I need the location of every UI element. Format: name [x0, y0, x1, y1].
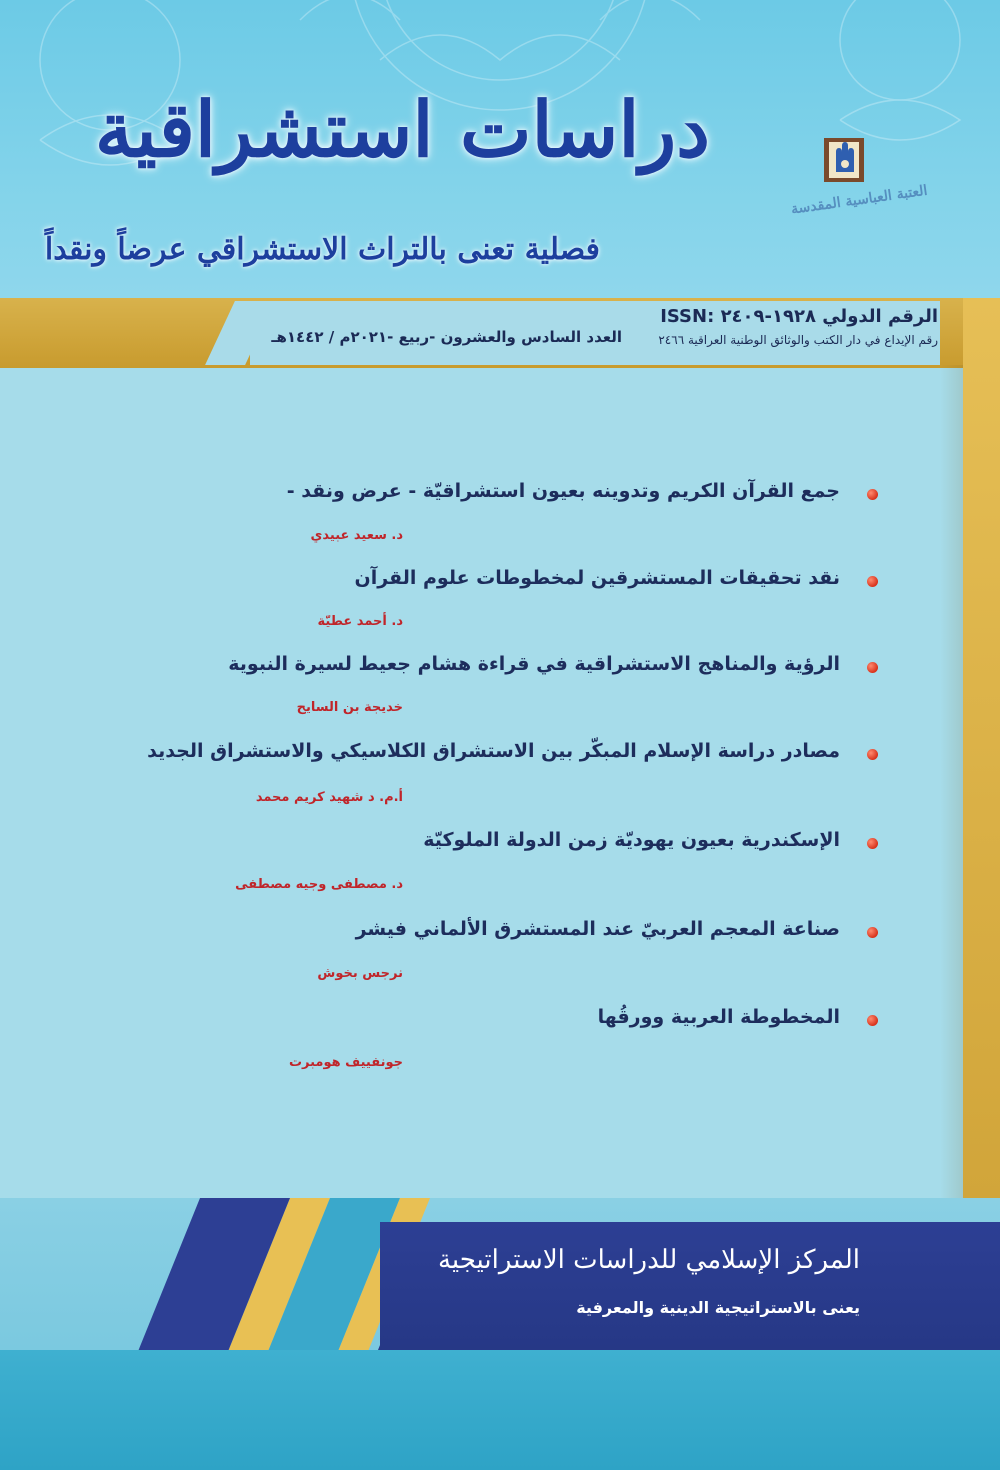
footer-panel: [380, 1222, 1000, 1350]
toc-item[interactable]: [287, 480, 840, 502]
article-title[interactable]: الإسكندرية بعيون يهوديّة زمن الدولة الملوكيّة: [423, 829, 840, 851]
article-title[interactable]: صناعة المعجم العربيّ عند المستشرق الألماني فيشر: [355, 918, 840, 940]
toc-item[interactable]: [356, 918, 840, 940]
article-title[interactable]: جمع القرآن الكريم وتدوينه بعيون استشراقيّة - عرض ونقد -: [286, 480, 840, 502]
gold-side-bar: [963, 298, 1000, 1198]
cover-header: [0, 0, 1000, 300]
bullet-icon: [867, 838, 878, 849]
article-author: د. أحمد عطيّة: [317, 614, 403, 629]
side-bar-shadow: [940, 365, 963, 1200]
bullet-icon: [867, 662, 878, 673]
issue-info: العدد السادس والعشرون -ربيع -٢٠٢١م / ١٤٤٢هـ: [271, 328, 622, 346]
journal-title: دراسات استشراقية: [94, 85, 710, 174]
bullet-icon: [867, 1015, 878, 1026]
toc-item[interactable]: [147, 740, 840, 762]
article-title[interactable]: مصادر دراسة الإسلام المبكّر بين الاستشراق الكلاسيكي والاستشراق الجديد: [147, 740, 840, 762]
publisher-logo-icon: [820, 128, 868, 186]
article-author: جونفييف هومبرت: [288, 1055, 403, 1070]
toc-item[interactable]: [355, 567, 841, 589]
footer-lower-band: [0, 1350, 1000, 1470]
bullet-icon: [867, 576, 878, 587]
article-title[interactable]: الرؤية والمناهج الاستشراقية في قراءة هشام جعيط لسيرة النبوية: [228, 653, 840, 675]
article-title[interactable]: نقد تحقيقات المستشرقين لمخطوطات علوم القرآن: [354, 567, 840, 589]
article-author: نرجس بخوش: [317, 966, 403, 981]
toc-item[interactable]: [423, 829, 840, 851]
issn-number: الرقم الدولي ١٩٢٨-٢٤٠٩ :ISSN: [660, 306, 938, 327]
publisher-logo-caption: العتبة العباسية المقدسة: [790, 182, 929, 218]
bullet-icon: [867, 749, 878, 760]
deposit-number: رقم الإيداع في دار الكتب والوثائق الوطنية العراقية ٢٤٦٦: [658, 333, 938, 347]
article-title[interactable]: المخطوطة العربية وورقُها: [597, 1006, 840, 1028]
toc-item[interactable]: [228, 653, 840, 675]
journal-subtitle: فصلية تعنى بالتراث الاستشراقي عرضاً ونقداً: [44, 232, 600, 267]
publisher-tagline: يعنى بالاستراتيجية الدينية والمعرفية: [576, 1298, 860, 1317]
article-author: خديجة بن السايح: [296, 700, 403, 715]
bullet-icon: [867, 489, 878, 500]
article-author: د. مصطفى وجيه مصطفى: [235, 877, 403, 892]
article-author: أ.م. د شهيد كريم محمد: [255, 790, 403, 805]
bullet-icon: [867, 927, 878, 938]
toc-item[interactable]: [598, 1006, 840, 1028]
article-author: د. سعيد عبيدي: [310, 528, 403, 543]
publisher-name: المركز الإسلامي للدراسات الاستراتيجية: [437, 1245, 860, 1275]
